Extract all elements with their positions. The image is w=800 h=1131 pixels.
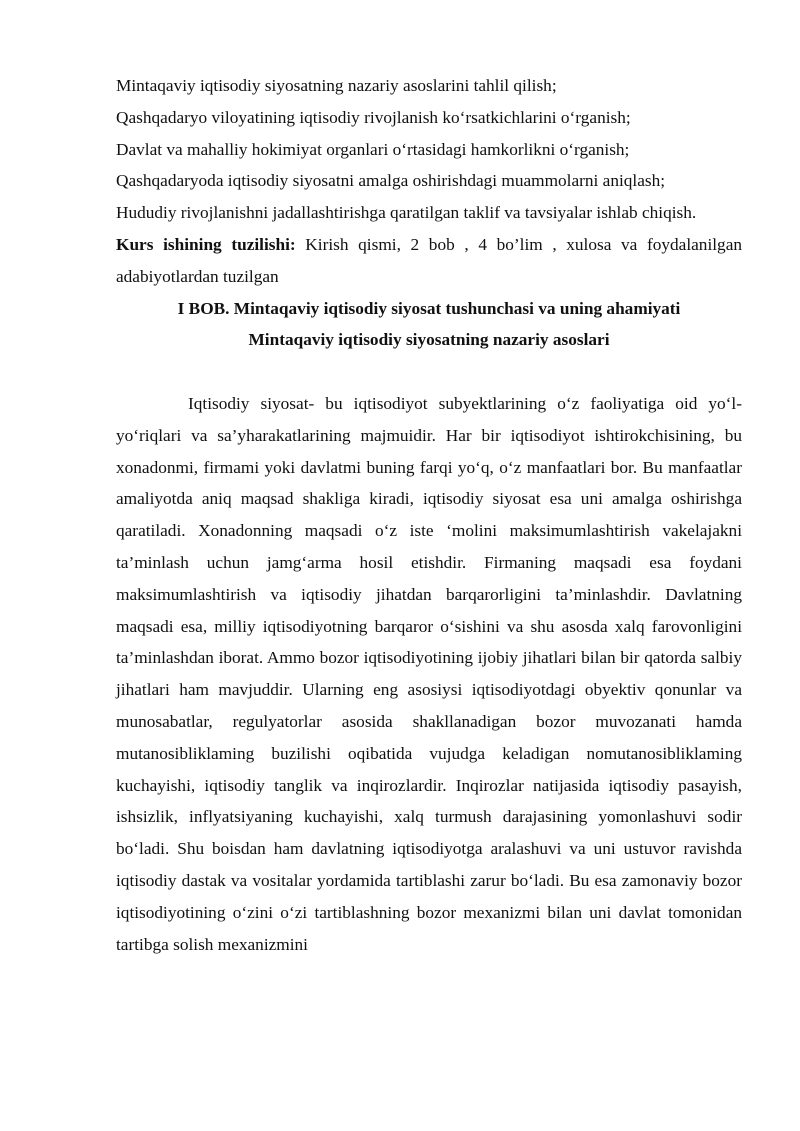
structure-label: Kurs ishining tuzilishi:: [116, 234, 296, 254]
section-title: Mintaqaviy iqtisodiy siyosatning nazariy asoslari: [248, 330, 610, 350]
structure-text: Kirish qismi, 2 bob , 4 bo’lim , xulosa va foydalanilgan adabiyotlardan tuzilgan: [116, 234, 742, 286]
task-item: Davlat va mahalliy hokimiyat organlari oʻrtasidagi hamkorlikni oʻrganish;: [116, 139, 630, 159]
task-item: Qashqadaryo viloyatining iqtisodiy rivojlanish koʻrsatkichlarini oʻrganish;: [116, 107, 631, 127]
task-item: Mintaqaviy iqtisodiy siyosatning nazariy asoslarini tahlil qilish;: [116, 76, 557, 95]
structure-paragraph: [116, 229, 742, 293]
task-item: Hududiy rivojlanishni jadallashtirishga qaratilgan taklif va tavsiyalar ishlab chiqish.: [116, 203, 697, 223]
task-item: Qashqadaryoda iqtisodiy siyosatni amalga oshirishdagi muammolarni aniqlash;: [116, 171, 666, 191]
chapter-title: I BOB. Mintaqaviy iqtisodiy siyosat tushunchasi va uning ahamiyati: [177, 298, 681, 318]
body-paragraph: Iqtisodiy siyosat- bu iqtisodiyot subyektlarining oʻz faoliyatiga oid yoʻl-yoʻriqlari va sa’yharakatlarining majmuidir. Har bir iqtisodiyot ishtirokchisining, bu xonadonmi, firmami yoki davlatmi buning farqi yoʻq, oʻz manfaatlari bor. Bu manfaatlar amaliyotda aniq maqsad shakliga kiradi, iqtisodiy siyosat esa uni amalga oshirishga qaratiladi. Xonadonning maqsadi oʻz iste ‘molini maksimumlashtirish vakelajakni ta’minlash uchun jamgʻarma hosil etishdir. Firmaning maqsadi esa foydani maksimumlashtirish va iqtisodiy jihatdan barqarorligini ta’minlashdir. Davlatning maqsadi esa, milliy iqtisodiyotning barqaror oʻsishini va shu asosda xalq farovonligini ta’minlashdan iborat. Ammo bozor iqtisodiyotining ijobiy jihatlari bilan bir qatorda salbiy jihatlari ham mavjuddir. Ularning eng asosiysi iqtisodiyotdagi obyektiv qonunlar va munosabatlar, regulyatorlar asosida shakllanadigan bozor muvozanati hamda mutanosibliklaming buzilishi oqibatida vujudga keladigan nomutanosibliklaming kuchayishi, iqtisodiy tanglik va inqirozlardir. Inqirozlar natijasida iqtisodiy pasayish, ishsizlik, inflyatsiyaning kuchayishi, xalq turmush darajasining yomonlashuvi sodir boʻladi. Shu boisdan ham davlatning iqtisodiyotga aralashuvi va uni ustuvor ravishda iqtisodiy dastak va vositalar yordamida tartiblashi zarur boʻladi. Bu esa zamonaviy bozor iqtisodiyotining oʻzini oʻzi tartiblashning bozor mexanizmi bilan uni davlat tomonidan tartibga solish mexanizmini: [116, 393, 742, 954]
blank-line: [116, 356, 742, 388]
page-content: [116, 70, 742, 960]
